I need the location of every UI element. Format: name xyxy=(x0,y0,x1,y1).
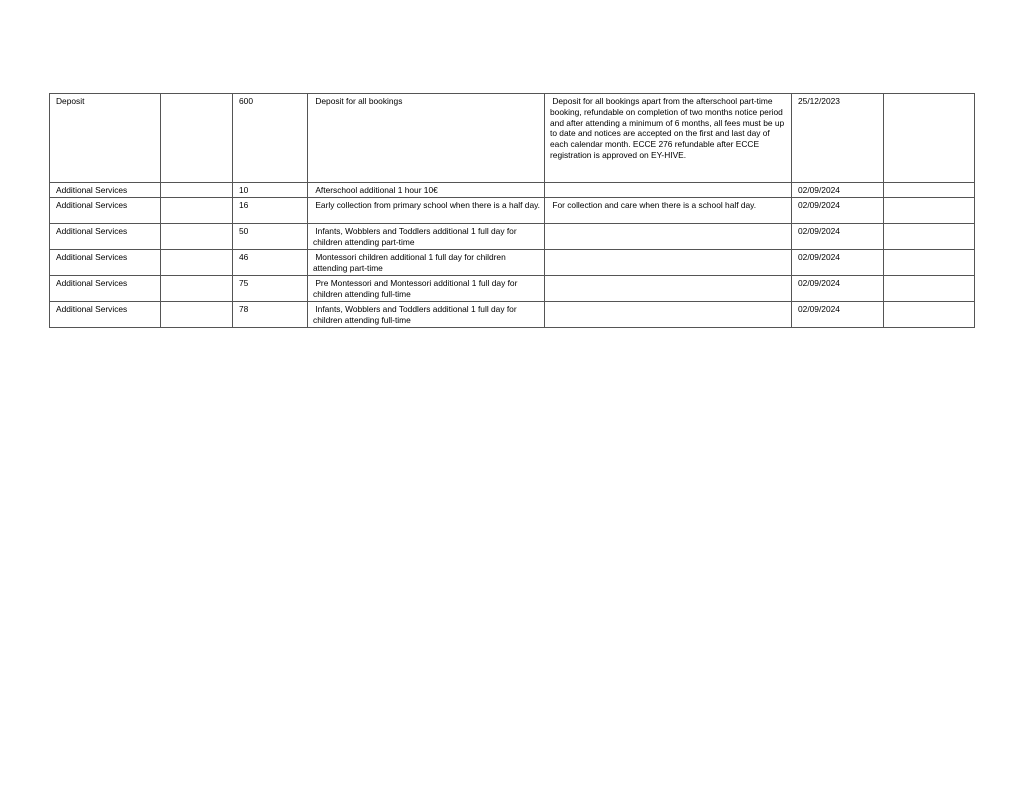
table-row xyxy=(50,249,975,275)
blank-cell xyxy=(884,249,975,275)
table-row xyxy=(50,183,975,198)
fees-table xyxy=(49,93,975,328)
notes-cell: Deposit for all bookings apart from the afterschool part-time booking, refundable on completion of two months notice period and after attending a minimum of 6 months, all fees must be up to date and notices are accepted on the first and last day of each calendar month. ECCE 276 refundable after ECCE registration is approved on EY-HIVE. xyxy=(545,94,792,183)
amount-cell: 46 xyxy=(233,249,308,275)
service-cell: Additional Services xyxy=(50,183,161,198)
table-row xyxy=(50,301,975,327)
blank-cell xyxy=(161,301,233,327)
notes-cell xyxy=(545,249,792,275)
service-cell: Additional Services xyxy=(50,301,161,327)
service-cell: Deposit xyxy=(50,94,161,183)
service-cell: Additional Services xyxy=(50,223,161,249)
amount-cell: 50 xyxy=(233,223,308,249)
service-cell: Additional Services xyxy=(50,197,161,223)
amount-cell: 78 xyxy=(233,301,308,327)
description-cell: Infants, Wobblers and Toddlers additional 1 full day for children attending full-time xyxy=(308,301,545,327)
table-row xyxy=(50,197,975,223)
description-cell: Pre Montessori and Montessori additional 1 full day for children attending full-time xyxy=(308,275,545,301)
table-row xyxy=(50,275,975,301)
blank-cell xyxy=(884,223,975,249)
date-cell: 02/09/2024 xyxy=(792,275,884,301)
service-cell: Additional Services xyxy=(50,249,161,275)
blank-cell xyxy=(884,275,975,301)
date-cell: 02/09/2024 xyxy=(792,197,884,223)
notes-cell xyxy=(545,223,792,249)
blank-cell xyxy=(884,94,975,183)
blank-cell xyxy=(884,301,975,327)
blank-cell xyxy=(161,94,233,183)
amount-cell: 600 xyxy=(233,94,308,183)
blank-cell xyxy=(884,183,975,198)
date-cell: 02/09/2024 xyxy=(792,249,884,275)
blank-cell xyxy=(884,197,975,223)
notes-cell xyxy=(545,183,792,198)
date-cell: 02/09/2024 xyxy=(792,301,884,327)
description-cell: Montessori children additional 1 full day for children attending part-time xyxy=(308,249,545,275)
blank-cell xyxy=(161,249,233,275)
notes-cell xyxy=(545,275,792,301)
service-cell: Additional Services xyxy=(50,275,161,301)
notes-cell xyxy=(545,301,792,327)
description-cell: Afterschool additional 1 hour 10€ xyxy=(308,183,545,198)
description-cell: Infants, Wobblers and Toddlers additional 1 full day for children attending part-time xyxy=(308,223,545,249)
blank-cell xyxy=(161,183,233,198)
date-cell: 25/12/2023 xyxy=(792,94,884,183)
date-cell: 02/09/2024 xyxy=(792,223,884,249)
table-row xyxy=(50,223,975,249)
blank-cell xyxy=(161,197,233,223)
blank-cell xyxy=(161,223,233,249)
description-cell: Deposit for all bookings xyxy=(308,94,545,183)
amount-cell: 75 xyxy=(233,275,308,301)
date-cell: 02/09/2024 xyxy=(792,183,884,198)
amount-cell: 10 xyxy=(233,183,308,198)
description-cell: Early collection from primary school when there is a half day. xyxy=(308,197,545,223)
table-row xyxy=(50,94,975,183)
amount-cell: 16 xyxy=(233,197,308,223)
notes-cell: For collection and care when there is a school half day. xyxy=(545,197,792,223)
blank-cell xyxy=(161,275,233,301)
